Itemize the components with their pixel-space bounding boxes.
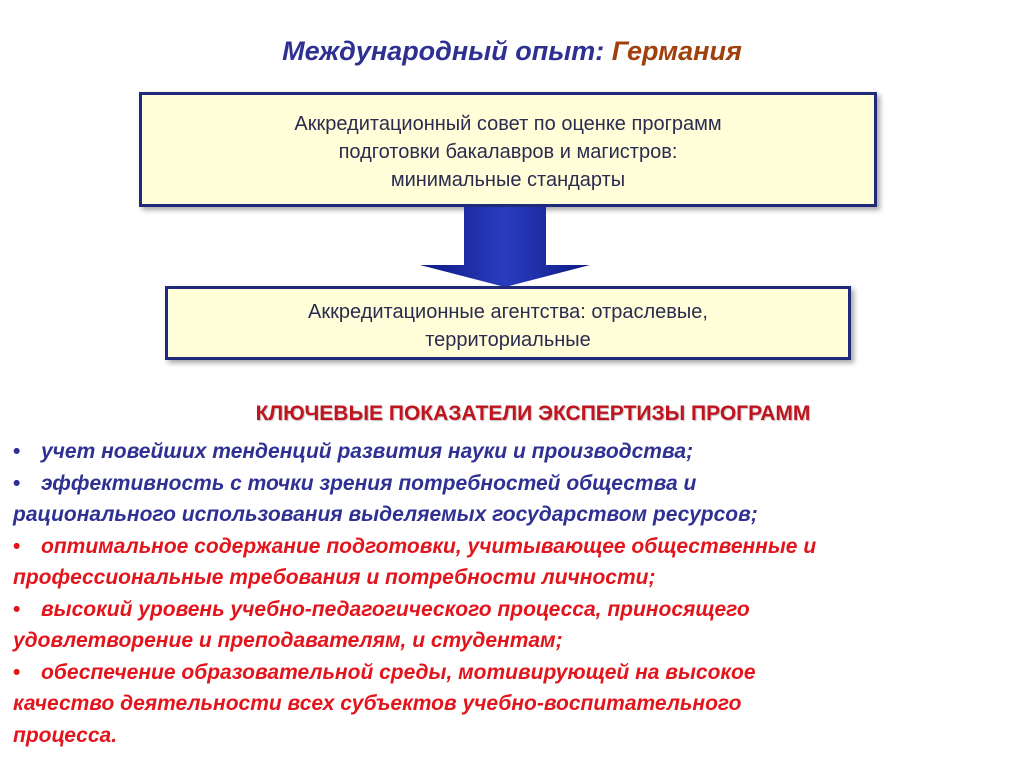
item-text: удовлетворение и преподавателям, и студентам; xyxy=(13,629,563,652)
item-text: оптимальное содержание подготовки, учитывающее общественные и xyxy=(41,534,817,558)
bullet-icon: • xyxy=(13,597,21,621)
list-item xyxy=(13,594,1013,657)
indicators-list xyxy=(13,436,1013,751)
item-text: рационального использования выделяемых государством ресурсов; xyxy=(13,503,758,526)
list-item xyxy=(13,468,1013,531)
bullet-icon: • xyxy=(13,660,21,684)
accreditation-agencies-box xyxy=(165,286,851,360)
title-part-2: Германия xyxy=(611,36,742,66)
item-text: профессиональные требования и потребности личности; xyxy=(13,566,656,589)
bullet-icon: • xyxy=(13,440,21,463)
box1-line: подготовки бакалавров и магистров: xyxy=(338,141,678,163)
accreditation-council-box xyxy=(139,92,877,207)
list-item xyxy=(13,657,1013,752)
item-text: процесса. xyxy=(13,723,118,747)
box2-line: территориальные xyxy=(425,329,591,351)
title-part-1: Международный опыт: xyxy=(282,36,612,66)
list-item xyxy=(13,436,1013,468)
down-arrow-icon xyxy=(420,207,590,287)
item-text: высокий уровень учебно-педагогического процесса, приносящего xyxy=(41,597,750,621)
bullet-icon: • xyxy=(13,534,21,558)
bullet-icon: • xyxy=(13,471,21,495)
item-text: эффективность с точки зрения потребностей общества и xyxy=(41,471,697,495)
item-text: учет новейших тенденций развития науки и производства; xyxy=(41,440,694,463)
list-item xyxy=(13,531,1013,594)
box2-line: Аккредитационные агентства: отраслевые, xyxy=(308,301,708,323)
item-text: обеспечение образовательной среды, мотивирующей на высокое xyxy=(41,660,756,684)
box1-line: минимальные стандарты xyxy=(390,169,626,191)
item-text: качество деятельности всех субъектов учебно-воспитательного xyxy=(13,692,742,715)
box1-line: Аккредитационный совет по оценке программ xyxy=(294,113,722,135)
section-heading: КЛЮЧЕВЫЕ ПОКАЗАТЕЛИ ЭКСПЕРТИЗЫ ПРОГРАММ xyxy=(255,402,811,425)
page-title xyxy=(0,36,1024,67)
